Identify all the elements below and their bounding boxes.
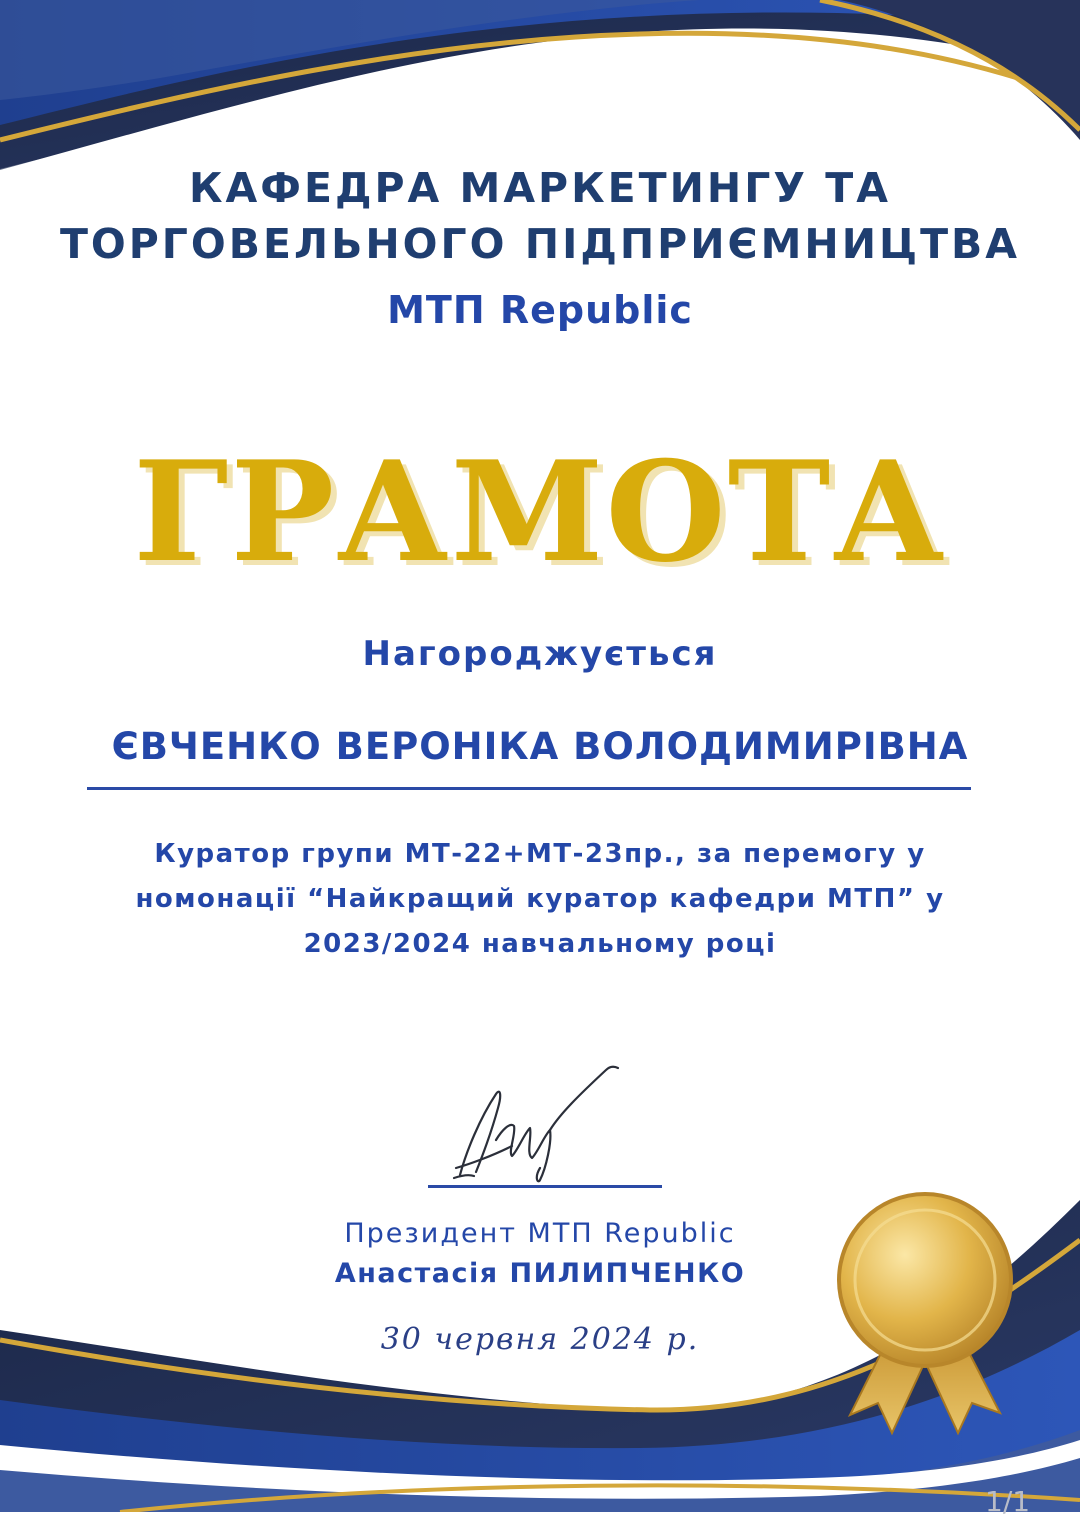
signatory-role: Президент МТП Republic [344,1218,736,1249]
recipient-underline [87,787,971,790]
award-description-line-2: номонації “Найкращий куратор кафедри МТП” у [135,884,945,914]
awarded-label: Нагороджується [362,634,718,674]
department-title-line-2: ТОРГОВЕЛЬНОГО ПІДПРИЄМНИЦТВА [59,220,1021,268]
signature-line [428,1185,662,1188]
department-title-line-1: КАФЕДРА МАРКЕТИНГУ ТА [189,164,891,212]
department-title [0,160,1080,272]
page-number: 1/1 [985,1485,1031,1518]
award-description [0,832,1080,967]
certificate-title: ГРАМОТА [133,430,947,593]
signature-image [440,1060,630,1190]
signatory-name: Анастасія ПИЛИПЧЕНКО [334,1258,746,1289]
award-description-line-3: 2023/2024 навчальному році [303,929,777,959]
gold-seal-icon [830,1185,1020,1440]
brand-name: МТП Republic [387,288,693,332]
issue-date: 30 червня 2024 р. [380,1322,700,1357]
award-description-line-1: Куратор групи МТ-22+МТ-23пр., за перемогу у [154,839,926,869]
recipient-name: ЄВЧЕНКО ВЕРОНІКА ВОЛОДИМИРІВНА [111,725,969,768]
